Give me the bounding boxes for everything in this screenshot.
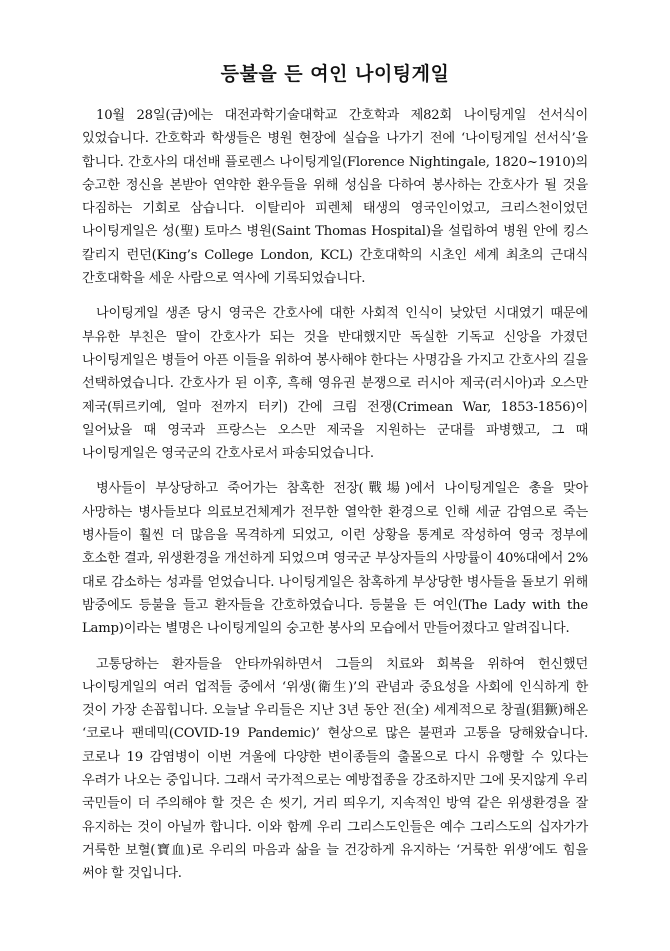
paragraph-1: 10월 28일(금)에는 대전과학기술대학교 간호학과 제82회 나이팅게일 선서식이 있었습니다. 간호학과 학생들은 병원 현장에 실습을 나가기 전에 ‘나이팅게일 선서식’을 합니다. 간호사의 대선배 플로렌스 나이팅게일(Florence Nightingale, 1820~1910)의 숭고한 정신을 본받아 연약한 환우들을 위해 성심을 다하여 봉사하는 간호사가 될 것을 다짐하는 기회로 삼습니다. 이탈리아 피렌체 태생의 영국인이었고, 크리스천이었던 나이팅게일은 성(聖) 토마스 병원(Saint Thomas Hospital)을 설립하여 병원 안에 킹스 칼리지 런던(King’s College London, KCL) 간호대학의 시초인 세계 최초의 근대식 간호대학을 세운 사람으로 역사에 기록되었습니다. xyxy=(82,108,588,287)
paragraph-2: 나이팅게일 생존 당시 영국은 간호사에 대한 사회적 인식이 낮았던 시대였기 때문에 부유한 부친은 딸이 간호사가 되는 것을 반대했지만 독실한 기독교 신앙을 가졌던 나이팅게일은 병들어 아픈 이들을 위하여 봉사해야 한다는 사명감을 가지고 간호사의 길을 선택하였습니다. 간호사가 된 이후, 흑해 영유권 분쟁으로 러시아 제국(러시아)과 오스만 제국(튀르키예, 얼마 전까지 터키) 간에 크림 전쟁(Crimean War, 1853-1856)이 일어났을 때 영국과 프랑스는 오스만 제국을 지원하는 군대를 파병했고, 그 때 나이팅게일은 영국군의 간호사로서 파송되었습니다. xyxy=(82,306,588,462)
document-title: 등불을 든 여인 나이팅게일 xyxy=(220,63,450,85)
paragraph-4: 고통당하는 환자들을 안타까워하면서 그들의 치료와 회복을 위하여 헌신했던 나이팅게일의 여러 업적들 중에서 ‘위생(衛生)’의 관념과 중요성을 사회에 인식하게 한 것이 가장 손꼽힙니다. 오늘날 우리들은 지난 3년 동안 전(全) 세계적으로 창궐(猖獗)해온 ‘코로나 팬데믹(COVID-19 Pandemic)’ 현상으로 많은 불편과 고통을 당해왔습니다. 코로나 19 감염병이 이번 겨울에 다양한 변이종들의 출몰으로 다시 유행할 수 있다는 우려가 나오는 중입니다. 그래서 국가적으로는 예방접종을 강조하지만 그에 못지않게 우리 국민들이 더 주의해야 할 것은 손 씻기, 거리 띄우기, 지속적인 방역 같은 위생환경을 잘 유지하는 것이 아닐까 합니다. 이와 함께 우리 그리스도인들은 예수 그리스도의 십자가가 거룩한 보혈(寶血)로 우리의 마음과 삶을 늘 건강하게 유지하는 ‘거룩한 위생’에도 힘을 써야 할 것입니다. xyxy=(82,656,588,882)
paragraph-3: 병사들이 부상당하고 죽어가는 참혹한 전장(戰場)에서 나이팅게일은 총을 맞아 사망하는 병사들보다 의료보건체계가 전무한 열악한 환경으로 인해 세균 감염으로 죽는 병사들이 훨씬 더 많음을 목격하게 되었고, 이런 상황을 통계로 작성하여 영국 정부에 호소한 결과, 위생환경을 개선하게 되었으며 영국군 부상자들의 사망률이 40%대에서 2%대로 감소하는 성과를 얻었습니다. 나이팅게일은 참혹하게 부상당한 병사들을 돌보기 위해 밤중에도 등불을 들고 환자들을 간호하였습니다. 등불을 든 여인(The Lady with the Lamp)이라는 별명은 나이팅게일의 숭고한 봉사의 모습에서 만들어졌다고 알려집니다. xyxy=(82,481,588,637)
